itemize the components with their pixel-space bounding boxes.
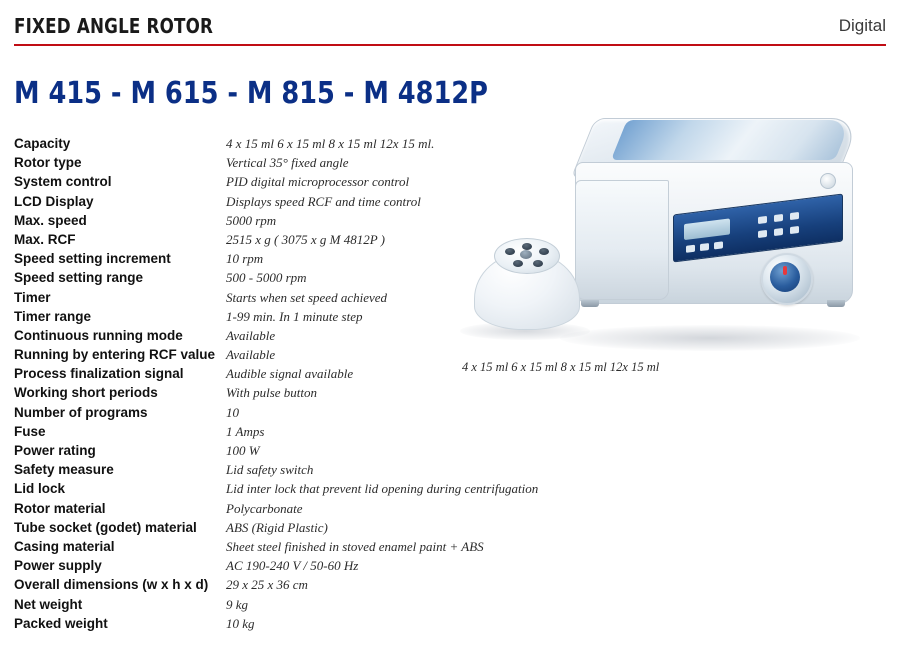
spec-label: Max. speed xyxy=(14,212,87,228)
spec-value: 5000 rpm xyxy=(226,212,277,228)
centrifuge-lid-top xyxy=(611,120,851,160)
spec-value: 500 - 5000 rpm xyxy=(226,270,307,286)
spec-label: Working short periods xyxy=(14,385,158,401)
spec-value: PID digital microprocessor control xyxy=(226,174,410,190)
spec-value: 4 x 15 ml 6 x 15 ml 8 x 15 ml 12x 15 ml. xyxy=(226,136,435,151)
panel-button[interactable] xyxy=(774,214,783,222)
table-row xyxy=(14,520,534,539)
table-row xyxy=(14,443,534,462)
rotor-tube-hole xyxy=(539,248,549,255)
spec-value: 10 xyxy=(226,404,239,420)
spec-label: Lid lock xyxy=(14,481,66,497)
spec-value: 10 rpm xyxy=(226,251,264,267)
spec-value: 1-99 min. In 1 minute step xyxy=(226,308,363,324)
spec-value: Displays speed RCF and time control xyxy=(226,193,421,209)
spec-label: Casing material xyxy=(14,538,115,554)
table-row xyxy=(14,539,534,558)
spec-label: Packed weight xyxy=(14,615,108,631)
product-illustration xyxy=(440,110,890,400)
panel-button[interactable] xyxy=(714,241,723,249)
spec-value: Lid safety switch xyxy=(226,462,314,478)
table-row xyxy=(14,481,539,500)
spec-label: Power supply xyxy=(14,558,102,574)
spec-label: Max. RCF xyxy=(14,231,76,247)
spec-value: AC 190-240 V / 50-60 Hz xyxy=(226,558,359,574)
knob-inner xyxy=(770,262,800,292)
spec-value: 1 Amps xyxy=(226,423,265,439)
fixed-angle-rotor-illustration xyxy=(468,230,584,330)
table-row xyxy=(14,597,534,616)
table-row xyxy=(14,577,534,596)
spec-label: Speed setting increment xyxy=(14,251,171,267)
spec-value: 29 x 25 x 36 cm xyxy=(226,577,308,593)
spec-label: Tube socket (godet) material xyxy=(14,519,197,535)
table-row xyxy=(14,558,534,577)
spec-label: Fuse xyxy=(14,423,46,439)
lcd-display xyxy=(684,218,730,240)
table-row xyxy=(14,501,534,520)
spec-label: Process finalization signal xyxy=(14,366,184,382)
knob-indicator xyxy=(783,266,787,275)
spec-label: Rotor type xyxy=(14,155,82,171)
spec-label: Power rating xyxy=(14,443,96,458)
spec-label: Timer xyxy=(14,289,51,305)
panel-button[interactable] xyxy=(790,226,799,234)
figure-caption: 4 x 15 ml 6 x 15 ml 8 x 15 ml 12x 15 ml xyxy=(462,360,660,374)
spec-value: 10 kg xyxy=(226,615,255,631)
panel-button[interactable] xyxy=(700,243,709,251)
spec-value: ABS (Rigid Plastic) xyxy=(226,519,328,535)
spec-value: Audible signal available xyxy=(226,366,354,382)
rotor-center-nut xyxy=(520,250,532,259)
model-list-heading: M 415 - M 615 - M 815 - M 4812P xyxy=(14,76,488,111)
spec-value: 9 kg xyxy=(226,596,249,612)
header-category-label: Digital xyxy=(838,16,886,35)
rotor-tube-hole xyxy=(533,260,543,267)
table-row xyxy=(14,405,534,424)
header-divider xyxy=(14,44,886,46)
table-row xyxy=(14,616,534,635)
spec-value: Polycarbonate xyxy=(226,500,303,516)
page-title: FIXED ANGLE ROTOR xyxy=(14,14,214,38)
spec-label: Running by entering RCF value xyxy=(14,347,216,363)
spec-value: Starts when set speed achieved xyxy=(226,289,388,305)
spec-value: Lid inter lock that prevent lid opening during centrifugation xyxy=(226,481,539,497)
panel-button[interactable] xyxy=(790,212,799,220)
panel-button[interactable] xyxy=(758,230,767,238)
spec-label: System control xyxy=(14,174,112,190)
panel-button[interactable] xyxy=(774,228,783,236)
spec-label: Timer range xyxy=(14,308,92,324)
spec-value: 100 W xyxy=(226,443,260,458)
rotor-tube-hole xyxy=(513,260,523,267)
lid-latch-icon xyxy=(820,173,836,189)
page-header xyxy=(0,14,900,48)
spec-label: Net weight xyxy=(14,596,83,612)
spec-label: Overall dimensions (w x h x d) xyxy=(14,577,209,593)
centrifuge-illustration xyxy=(565,118,865,333)
table-row xyxy=(14,462,534,481)
spec-value: Vertical 35° fixed angle xyxy=(226,155,349,171)
spec-value: Sheet steel finished in stoved enamel paint + ABS xyxy=(226,538,484,554)
spec-value: Available xyxy=(226,347,276,363)
spec-value: 2515 x g ( 3075 x g M 4812P ) xyxy=(226,231,385,247)
spec-label: LCD Display xyxy=(14,193,94,209)
spec-label: Capacity xyxy=(14,136,71,151)
spec-label: Continuous running mode xyxy=(14,327,183,343)
panel-button[interactable] xyxy=(686,245,695,253)
spec-label: Speed setting range xyxy=(14,270,144,286)
machine-foot xyxy=(827,300,845,307)
rotor-tube-hole xyxy=(522,243,532,250)
spec-label: Rotor material xyxy=(14,500,106,516)
start-stop-knob[interactable] xyxy=(761,253,813,305)
spec-label: Number of programs xyxy=(14,404,148,420)
spec-value: Available xyxy=(226,327,276,343)
panel-button[interactable] xyxy=(758,216,767,224)
rotor-tube-hole xyxy=(505,248,515,255)
table-row xyxy=(14,424,534,443)
centrifuge-side-face xyxy=(575,180,669,300)
spec-value: With pulse button xyxy=(226,385,317,401)
spec-label: Safety measure xyxy=(14,462,114,478)
